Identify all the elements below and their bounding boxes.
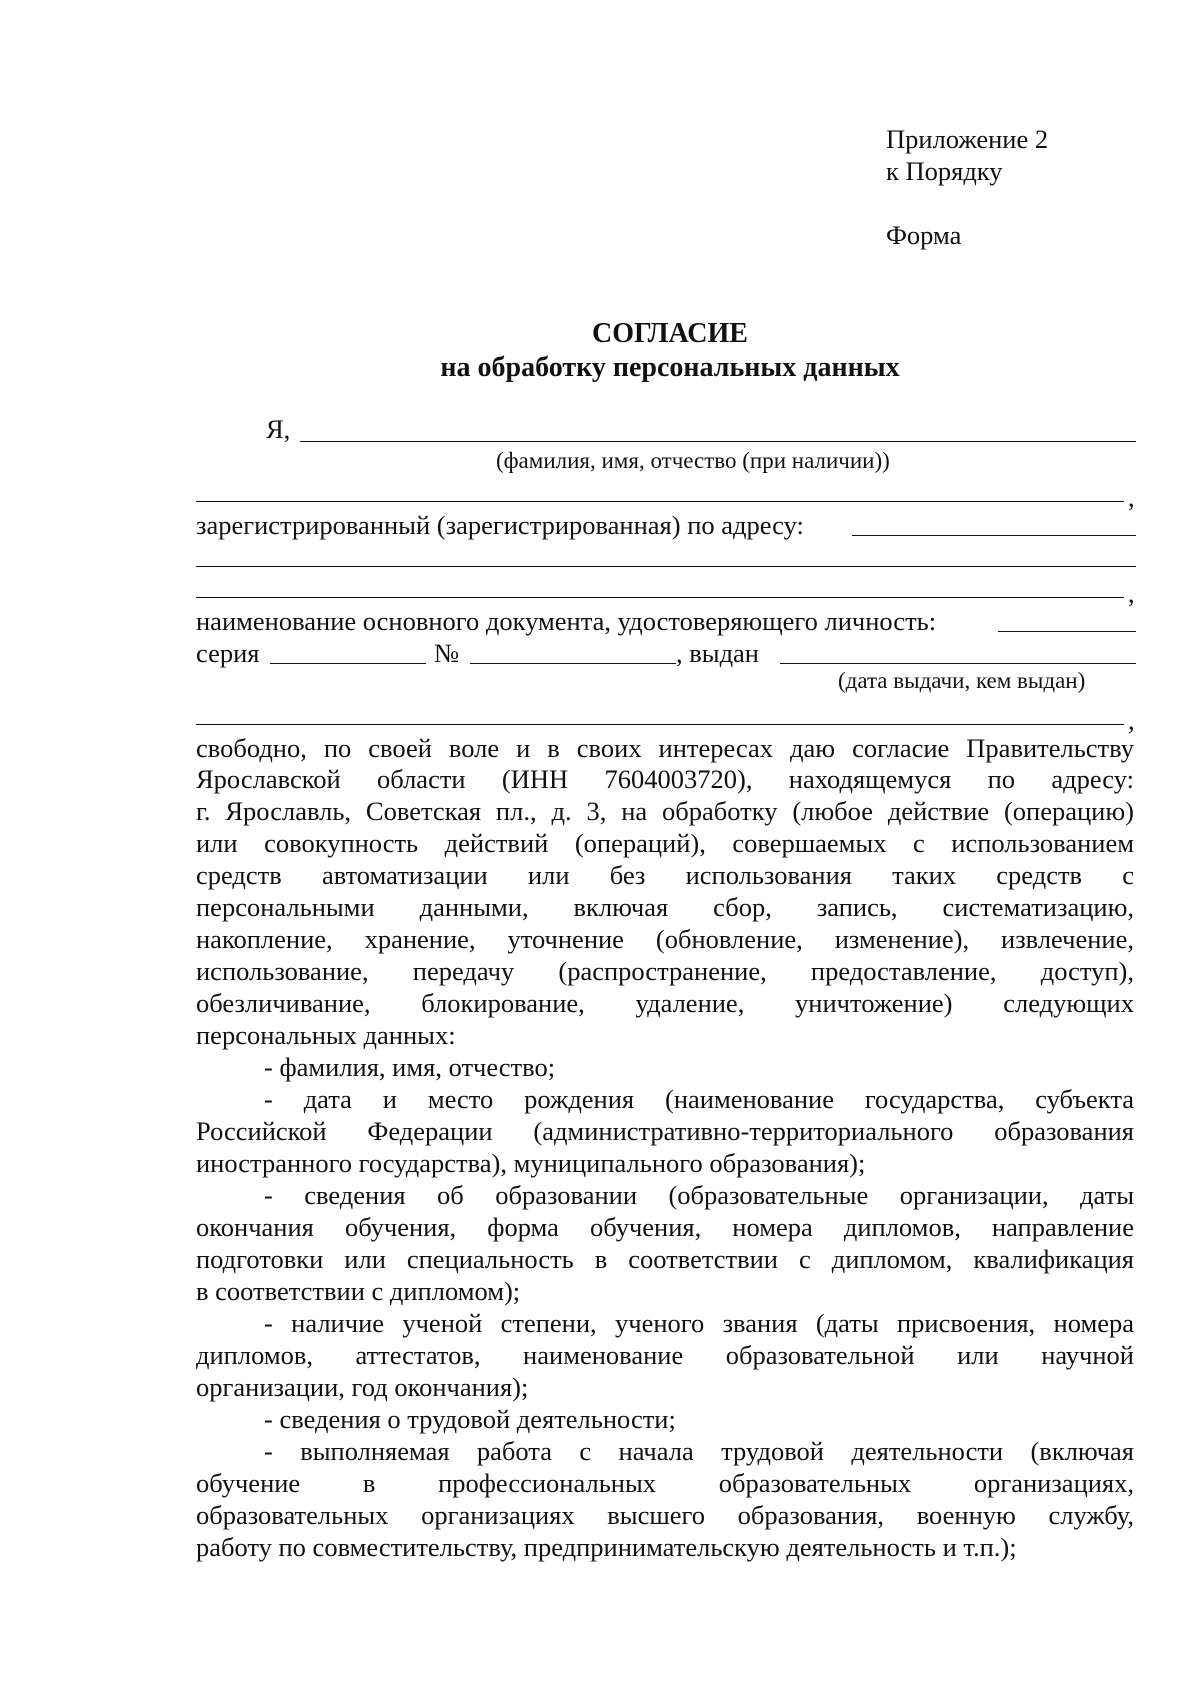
issued-label: , выдан — [676, 638, 759, 668]
list-item-line: в соответствии с дипломом); — [196, 1276, 521, 1306]
fio-caption: (фамилия, имя, отчество (при наличии)) — [496, 448, 890, 473]
list-item-line: работу по совместительству, предпринимательскую деятельность и т.п.); — [196, 1532, 1017, 1562]
list-item-line: окончания обучения, форма обучения, номера дипломов, направление — [196, 1212, 1134, 1242]
address-field[interactable] — [852, 535, 1136, 536]
comma: , — [1128, 482, 1135, 512]
list-item-line: Российской Федерации (административно-территориального образования — [196, 1116, 1134, 1146]
body-line: свободно, по своей воле и в своих интересах даю согласие Правительству — [196, 733, 1134, 763]
list-item: - сведения об образовании (образовательные организации, даты — [264, 1180, 1134, 1210]
issued-caption: (дата выдачи, кем выдан) — [838, 668, 1086, 693]
series-field[interactable] — [270, 663, 426, 664]
to-order-label: к Порядку — [886, 156, 1003, 186]
list-item: - наличие ученой степени, ученого звания (даты присвоения, номера — [264, 1308, 1134, 1338]
body-line: персональными данными, включая сбор, запись, систематизацию, — [196, 892, 1134, 922]
issued-continuation-field[interactable] — [196, 724, 1124, 725]
list-item: - дата и место рождения (наименование государства, субъекта — [264, 1084, 1134, 1114]
list-item-line: подготовки или специальность в соответствии с дипломом, квалификация — [196, 1244, 1134, 1274]
list-item: - фамилия, имя, отчество; — [264, 1052, 556, 1082]
series-label: серия — [196, 638, 260, 668]
body-line: Ярославской области (ИНН 7604003720), находящемуся по адресу: — [196, 764, 1134, 794]
body-line: использование, передачу (распространение, предоставление, доступ), — [196, 956, 1134, 986]
list-item: - сведения о трудовой деятельности; — [264, 1404, 676, 1434]
number-label: № — [434, 638, 460, 668]
number-field[interactable] — [470, 663, 676, 664]
fio-continuation-field[interactable] — [196, 501, 1124, 502]
fio-field[interactable] — [300, 441, 1136, 442]
body-line: средств автоматизации или без использования таких средств с — [196, 860, 1134, 890]
issued-field[interactable] — [780, 663, 1136, 664]
registered-label: зарегистрированный (зарегистрированная) по адресу: — [196, 510, 804, 540]
document-subtitle: на обработку персональных данных — [440, 352, 900, 383]
list-item-line: обучение в профессиональных образовательных организациях, — [196, 1468, 1134, 1498]
form-label: Форма — [886, 220, 962, 250]
address-field-line-2[interactable] — [196, 566, 1136, 567]
comma: , — [1128, 578, 1135, 608]
list-item-line: дипломов, аттестатов, наименование образовательной или научной — [196, 1340, 1134, 1370]
body-line: или совокупность действий (операций), совершаемых с использованием — [196, 828, 1134, 858]
i-label: Я, — [266, 414, 291, 444]
appendix-label: Приложение 2 — [886, 124, 1049, 154]
list-item-line: иностранного государства), муниципального образования); — [196, 1148, 866, 1178]
body-line: накопление, хранение, уточнение (обновление, изменение), извлечение, — [196, 924, 1134, 954]
address-field-line-3[interactable] — [196, 597, 1124, 598]
list-item-line: образовательных организациях высшего образования, военную службу, — [196, 1500, 1134, 1530]
body-line: г. Ярославль, Советская пл., д. 3, на обработку (любое действие (операцию) — [196, 796, 1134, 826]
body-line: обезличивание, блокирование, удаление, уничтожение) следующих — [196, 988, 1134, 1018]
list-item: - выполняемая работа с начала трудовой деятельности (включая — [264, 1436, 1134, 1466]
document-title: СОГЛАСИЕ — [592, 318, 748, 349]
document-label: наименование основного документа, удостоверяющего личность: — [196, 606, 937, 636]
comma: , — [1128, 705, 1135, 735]
list-item-line: организации, год окончания); — [196, 1372, 529, 1402]
body-line: персональных данных: — [196, 1020, 456, 1050]
document-name-field[interactable] — [998, 631, 1136, 632]
